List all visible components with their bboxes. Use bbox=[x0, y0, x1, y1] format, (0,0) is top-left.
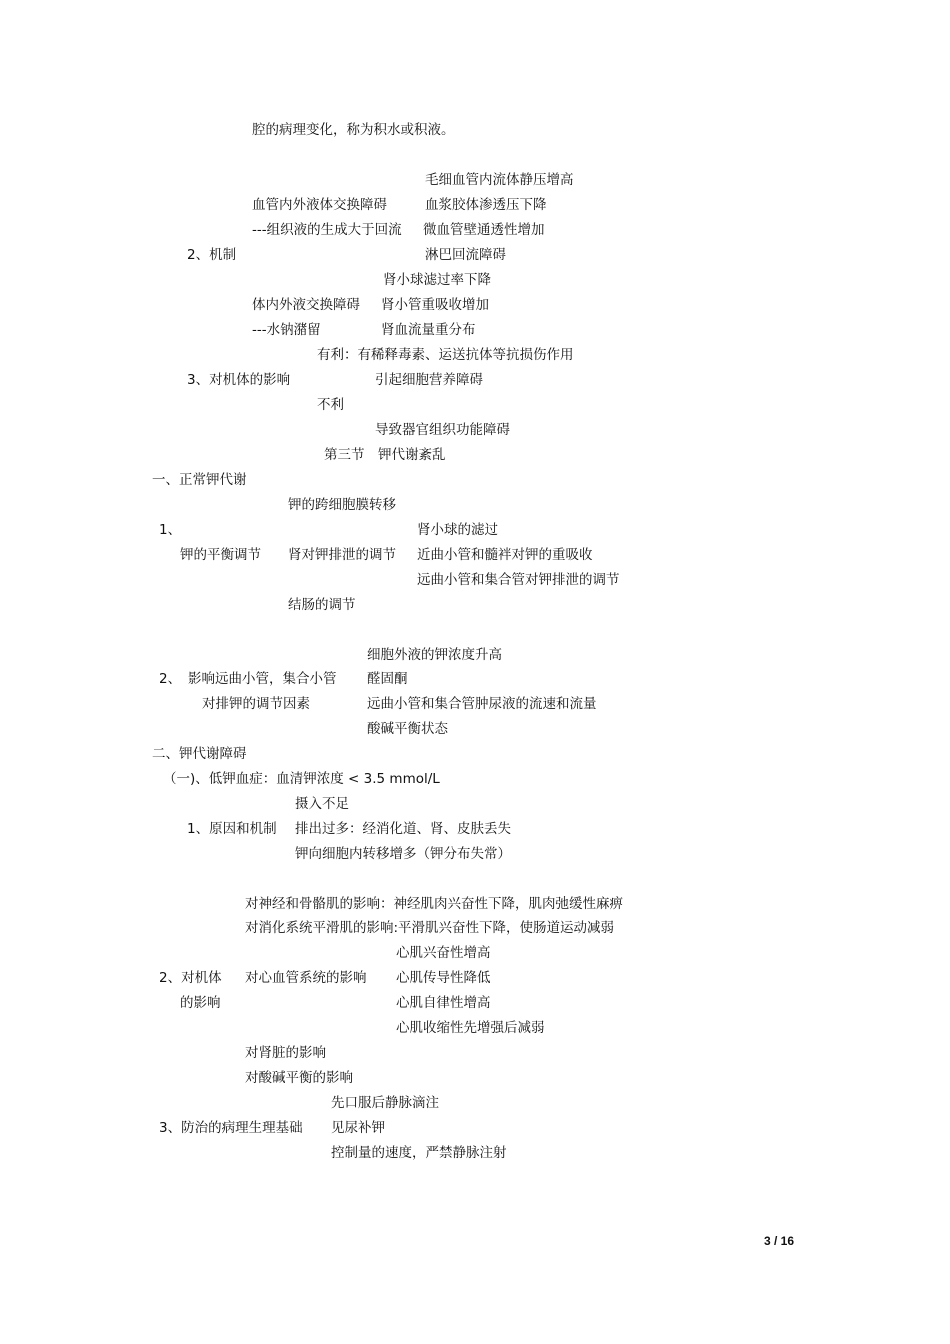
outline-item: 排出过多：经消化道、肾、皮肤丢失 bbox=[295, 821, 511, 837]
effect-harmful: 不利 bbox=[317, 397, 344, 413]
outline-item: 心肌自律性增高 bbox=[396, 995, 491, 1011]
mechanism-item: 毛细血管内流体静压增高 bbox=[425, 172, 574, 188]
outline-label: 对排钾的调节因素 bbox=[202, 696, 310, 712]
outline-item: 肾对钾排泄的调节 bbox=[288, 547, 396, 563]
page-number: 3 / 16 bbox=[764, 1234, 795, 1248]
effect-label: 3、对机体的影响 bbox=[187, 372, 291, 388]
mechanism-item: 肾小球滤过率下降 bbox=[383, 272, 491, 288]
mechanism-item: 肾小管重吸收增加 bbox=[381, 297, 489, 313]
outline-item: 摄入不足 bbox=[295, 796, 349, 812]
outline-item: 对心血管系统的影响 bbox=[245, 970, 367, 986]
outline-item: 近曲小管和髓袢对钾的重吸收 bbox=[417, 547, 593, 563]
outline-item: 肾小球的滤过 bbox=[417, 522, 498, 538]
outline-item: 对酸碱平衡的影响 bbox=[245, 1070, 353, 1086]
outline-item: 对肾脏的影响 bbox=[245, 1045, 326, 1061]
outline-number: 1、 bbox=[159, 522, 182, 538]
outline-item: 见尿补钾 bbox=[331, 1120, 385, 1136]
outline-item: 酸碱平衡状态 bbox=[367, 721, 448, 737]
section-heading: 二、钾代谢障碍 bbox=[152, 746, 247, 762]
outline-item: 对神经和骨骼肌的影响：神经肌肉兴奋性下降，肌肉弛缓性麻痹 bbox=[245, 896, 623, 912]
mechanism-label: 2、机制 bbox=[187, 247, 237, 263]
outline-label: 3、防治的病理生理基础 bbox=[159, 1120, 303, 1136]
effect-beneficial: 有利：有稀释毒素、运送抗体等抗损伤作用 bbox=[317, 347, 574, 363]
outline-item: 钾的跨细胞膜转移 bbox=[288, 497, 396, 513]
outline-label: 的影响 bbox=[180, 995, 221, 1011]
effect-harm: 导致器官组织功能障碍 bbox=[375, 422, 510, 438]
section-title: 第三节 钾代谢紊乱 bbox=[324, 447, 446, 463]
mechanism-group-sub: ---组织液的生成大于回流 bbox=[252, 222, 402, 238]
outline-label: 1、原因和机制 bbox=[187, 821, 277, 837]
mechanism-item: 淋巴回流障碍 bbox=[425, 247, 506, 263]
outline-item: 心肌收缩性先增强后减弱 bbox=[396, 1020, 545, 1036]
outline-label: 影响远曲小管，集合小管 bbox=[188, 671, 337, 687]
outline-item: 醛固酮 bbox=[367, 671, 408, 687]
outline-item: 心肌传导性降低 bbox=[396, 970, 491, 986]
intro-text: 腔的病理变化，称为积水或积液。 bbox=[252, 122, 455, 138]
mechanism-group-sub: ---水钠潴留 bbox=[252, 322, 321, 338]
outline-item: 控制量的速度，严禁静脉注射 bbox=[331, 1145, 507, 1161]
outline-item: 钾向细胞内转移增多（钾分布失常） bbox=[295, 846, 511, 862]
outline-item: 远曲小管和集合管对钾排泄的调节 bbox=[417, 572, 620, 588]
effect-harm: 引起细胞营养障碍 bbox=[375, 372, 483, 388]
section-heading: 一、正常钾代谢 bbox=[152, 472, 247, 488]
outline-item: 对消化系统平滑肌的影响:平滑肌兴奋性下降，使肠道运动减弱 bbox=[245, 920, 615, 936]
outline-item: 结肠的调节 bbox=[288, 597, 356, 613]
mechanism-item: 肾血流量重分布 bbox=[381, 322, 476, 338]
outline-item: 先口服后静脉滴注 bbox=[331, 1095, 439, 1111]
outline-number: 2、 bbox=[159, 671, 182, 687]
mechanism-item: 血浆胶体渗透压下降 bbox=[425, 197, 547, 213]
outline-label: 2、对机体 bbox=[159, 970, 222, 986]
outline-item: 远曲小管和集合管肿尿液的流速和流量 bbox=[367, 696, 597, 712]
mechanism-group-title: 体内外液交换障碍 bbox=[252, 297, 360, 313]
subsection-heading: （一)、低钾血症：血清钾浓度 < 3.5 mmol/L bbox=[163, 771, 440, 787]
mechanism-group-title: 血管内外液体交换障碍 bbox=[252, 197, 387, 213]
mechanism-item: 微血管壁通透性增加 bbox=[423, 222, 545, 238]
outline-item: 细胞外液的钾浓度升高 bbox=[367, 647, 502, 663]
outline-item: 心肌兴奋性增高 bbox=[396, 945, 491, 961]
outline-label: 钾的平衡调节 bbox=[180, 547, 261, 563]
